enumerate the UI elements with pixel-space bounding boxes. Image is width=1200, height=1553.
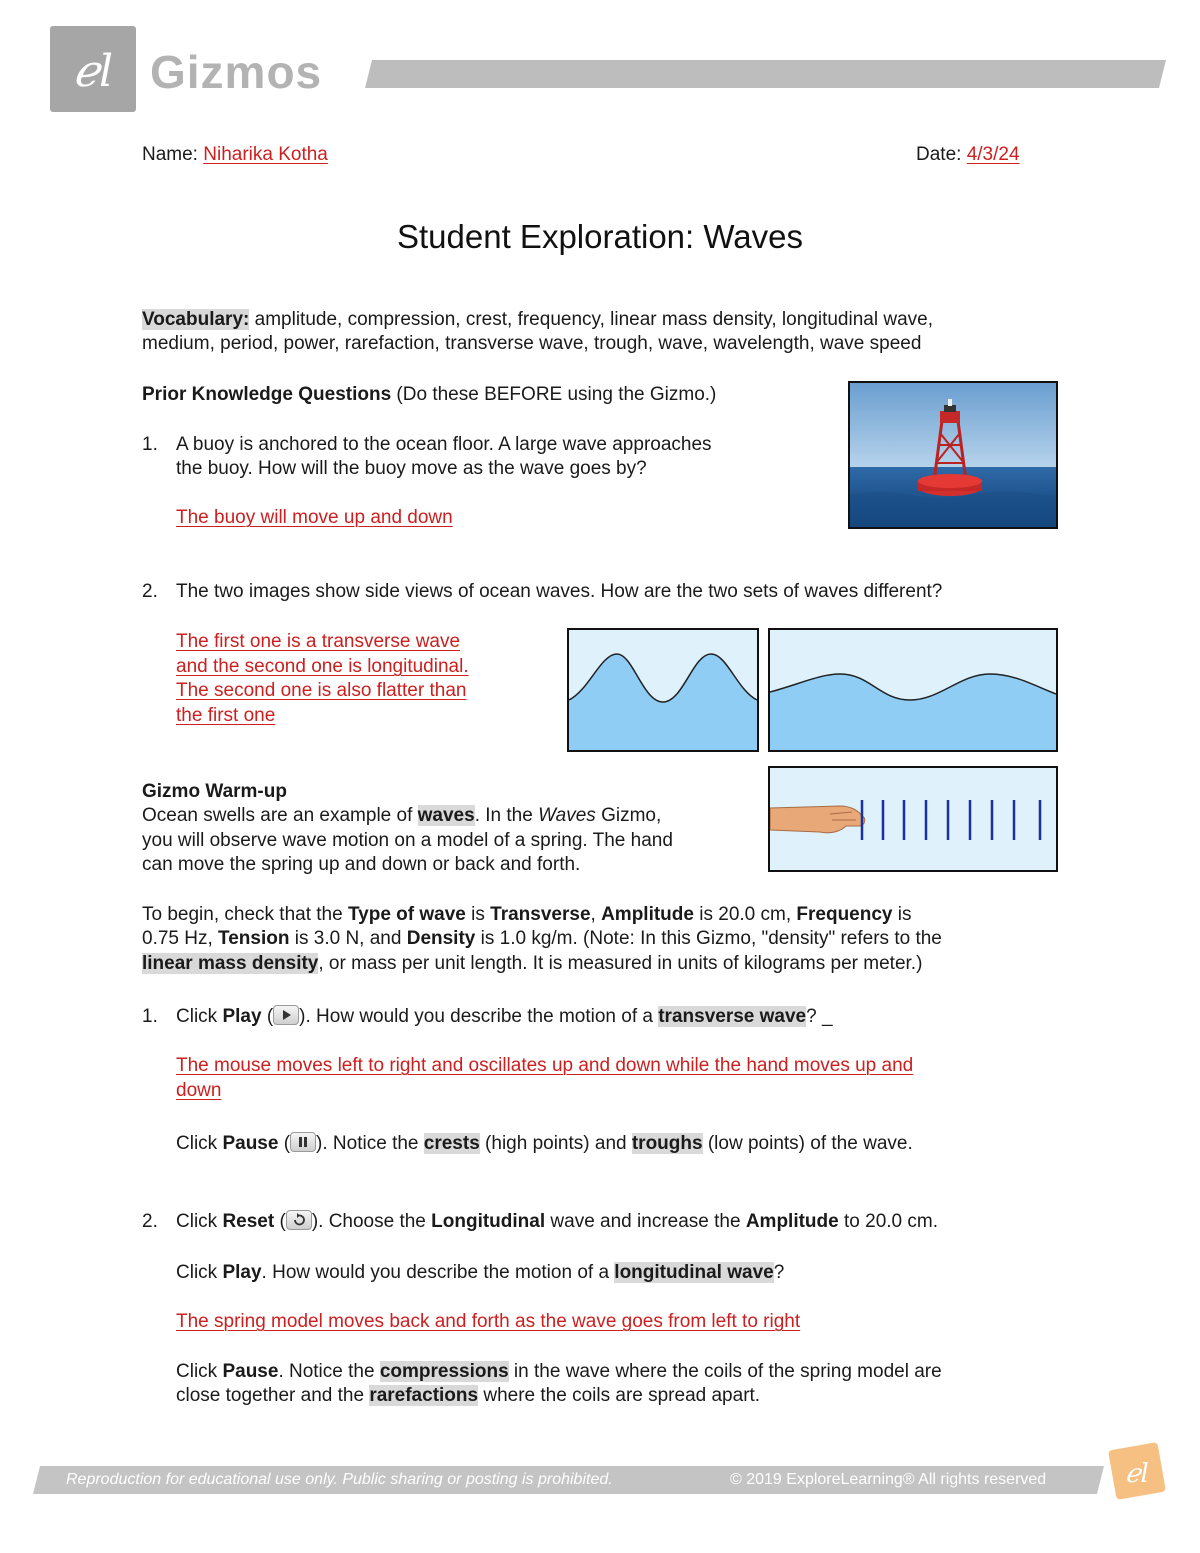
step2-number: 2. bbox=[142, 1211, 158, 1232]
date-label: Date: bbox=[916, 144, 962, 165]
reset-icon bbox=[286, 1210, 312, 1230]
step1-number: 1. bbox=[142, 1006, 158, 1027]
warmup-p1-line-3: can move the spring up and down or back and forth. bbox=[142, 854, 581, 875]
step1-answer-line-1: The mouse moves left to right and oscillates up and down while the hand moves up and bbox=[176, 1055, 914, 1076]
flat-waves-image bbox=[768, 628, 1058, 752]
vocabulary-line-1: Vocabulary: amplitude, compression, crest, frequency, linear mass density, longitudinal wave, bbox=[142, 309, 933, 330]
q1-line-1: A buoy is anchored to the ocean floor. A large wave approaches bbox=[176, 434, 712, 455]
warmup-p1-line-1: Ocean swells are an example of waves. In the Waves Gizmo, bbox=[142, 805, 662, 826]
q1-line-2: the buoy. How will the buoy move as the wave goes by? bbox=[176, 458, 647, 479]
svg-text:ℯl: ℯl bbox=[1125, 1459, 1149, 1489]
svg-text:ℯl: ℯl bbox=[72, 46, 114, 97]
step2-instruction: Click Reset ( ). Choose the Longitudinal wave and increase the Amplitude to 20.0 cm. bbox=[176, 1211, 938, 1232]
tall-waves-image bbox=[567, 628, 759, 752]
step2-play-line: Click Play. How would you describe the motion of a longitudinal wave? bbox=[176, 1262, 785, 1283]
q1-answer: The buoy will move up and down bbox=[176, 507, 453, 528]
warmup-heading: Gizmo Warm-up bbox=[142, 781, 287, 802]
vocabulary-label: Vocabulary: bbox=[142, 309, 250, 330]
explorelearning-logo-icon bbox=[50, 26, 136, 112]
name-field bbox=[142, 143, 328, 168]
footer-disclaimer: Reproduction for educational use only. Public sharing or posting is prohibited. bbox=[66, 1471, 613, 1488]
name-label: Name: bbox=[142, 144, 198, 165]
q2-answer-line-3: The second one is also flatter than bbox=[176, 680, 467, 701]
q2-answer-line-4: the first one bbox=[176, 705, 276, 726]
step2-pause-line-2: close together and the rarefactions where the coils are spread apart. bbox=[176, 1385, 761, 1406]
step1-pause-line: Click Pause ( ). Notice the crests (high points) and troughs (low points) of the wave. bbox=[176, 1133, 913, 1154]
q2-answer-line-1: The first one is a transverse wave bbox=[176, 631, 461, 652]
warmup-p1-line-2: you will observe wave motion on a model of a spring. The hand bbox=[142, 830, 673, 851]
warmup-p2-line-3: linear mass density, or mass per unit length. It is measured in units of kilograms per meter.) bbox=[142, 953, 923, 974]
play-icon bbox=[273, 1005, 299, 1025]
date-value: 4/3/24 bbox=[966, 144, 1020, 165]
step2-pause-line-1: Click Pause. Notice the compressions in the wave where the coils of the spring model are bbox=[176, 1361, 942, 1382]
q2-answer-line-2: and the second one is longitudinal. bbox=[176, 656, 469, 677]
q1-number: 1. bbox=[142, 434, 158, 455]
warmup-p2-line-2: 0.75 Hz, Tension is 3.0 N, and Density is 1.0 kg/m. (Note: In this Gizmo, "density" refers to the bbox=[142, 928, 942, 949]
step1-answer-line-2: down bbox=[176, 1080, 222, 1101]
date-field bbox=[916, 143, 1020, 168]
q2-number: 2. bbox=[142, 581, 158, 602]
explorelearning-footer-logo-icon bbox=[1106, 1440, 1168, 1500]
name-value: Niharika Kotha bbox=[203, 144, 328, 165]
vocabulary-line-2: medium, period, power, rarefaction, transverse wave, trough, wave, wavelength, wave speed bbox=[142, 333, 922, 354]
q2-text: The two images show side views of ocean waves. How are the two sets of waves different? bbox=[176, 581, 943, 602]
pause-icon bbox=[290, 1132, 316, 1152]
footer-copyright: © 2019 ExploreLearning® All rights reserved bbox=[730, 1471, 1047, 1488]
prior-knowledge-heading: Prior Knowledge Questions (Do these BEFORE using the Gizmo.) bbox=[142, 384, 717, 405]
page-title: Student Exploration: Waves bbox=[397, 218, 803, 255]
gizmos-logo-box bbox=[50, 26, 136, 112]
step1-question: Click Play ( ). How would you describe the motion of a transverse wave? _ bbox=[176, 1006, 833, 1027]
hand-spring-image bbox=[768, 766, 1058, 872]
brand-name: Gizmos bbox=[150, 46, 323, 98]
buoy-image bbox=[848, 381, 1058, 529]
header-bar bbox=[365, 60, 1166, 88]
warmup-p2-line-1: To begin, check that the Type of wave is Transverse, Amplitude is 20.0 cm, Frequency is bbox=[142, 904, 912, 925]
step2-answer: The spring model moves back and forth as the wave goes from left to right bbox=[176, 1311, 801, 1332]
